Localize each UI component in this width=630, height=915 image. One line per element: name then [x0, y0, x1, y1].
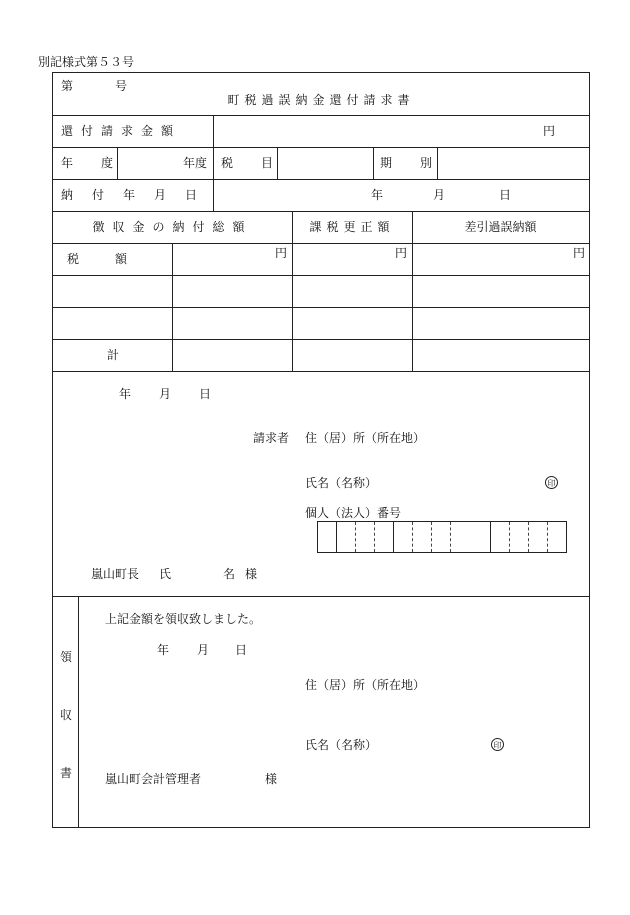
receipt-day: 日 [235, 643, 248, 657]
receipt-month: 月 [197, 643, 210, 657]
receipt-name-label: 氏名（名称） [305, 738, 378, 752]
period-label: 期 別 [380, 156, 441, 170]
payment-date-label: 納付年月日 [61, 188, 217, 202]
payment-month: 月 [433, 188, 446, 202]
request-month: 月 [159, 387, 172, 401]
requester-name-label: 氏名（名称） [305, 476, 378, 490]
tax-item-label: 税 目 [221, 156, 282, 170]
tax-amount-label: 税 額 [67, 252, 128, 266]
request-day: 日 [199, 387, 212, 401]
addressee-sama: 様 [245, 567, 258, 581]
receipt-address-label: 住（居）所（所在地） [305, 678, 426, 692]
receipt-side-label-1: 領 [60, 650, 73, 664]
receipt-statement: 上記金額を領収致しました。 [105, 612, 262, 626]
number-prefix: 第 [61, 79, 74, 93]
fiscal-year-label: 年 度 [61, 156, 122, 170]
requester-seal-icon: 印 [545, 476, 558, 489]
receipt-addressee-sama: 様 [265, 772, 278, 786]
request-year: 年 [119, 387, 132, 401]
receipt-addressee: 嵐山町会計管理者 [105, 772, 202, 786]
addressee-mayor: 嵐山町長 [91, 567, 140, 581]
receipt-year: 年 [157, 643, 170, 657]
yen-unit-3: 円 [573, 246, 586, 260]
form-number: 別記様式第５３号 [38, 55, 135, 69]
payment-day: 日 [499, 188, 512, 202]
total-label: 計 [107, 348, 120, 362]
yen-unit-1: 円 [275, 246, 288, 260]
requester-address-label: 住（居）所（所在地） [305, 431, 426, 445]
id-number-label: 個人（法人）番号 [305, 506, 402, 520]
payment-year: 年 [371, 188, 384, 202]
number-suffix: 号 [115, 79, 128, 93]
refund-amount-label: 還付請求金額 [61, 124, 182, 138]
requester-label: 請求者 [253, 431, 290, 445]
form-title: 町税過誤納金還付請求書 [227, 93, 415, 107]
fiscal-year-suffix: 年度 [182, 156, 207, 170]
addressee-mei: 名 [223, 567, 236, 581]
difference-header: 差引過誤納額 [464, 220, 537, 234]
collected-total-header: 徴収金の納付総額 [92, 220, 253, 234]
receipt-side-label-3: 書 [60, 766, 73, 780]
correction-header: 課税更正額 [309, 220, 395, 234]
receipt-seal-icon: 印 [491, 738, 504, 751]
addressee-shi: 氏 [159, 567, 172, 581]
refund-amount-unit: 円 [542, 124, 555, 138]
refund-request-form [52, 72, 590, 828]
receipt-side-label-2: 収 [60, 708, 73, 722]
yen-unit-2: 円 [395, 246, 408, 260]
id-number-box[interactable] [317, 521, 567, 553]
